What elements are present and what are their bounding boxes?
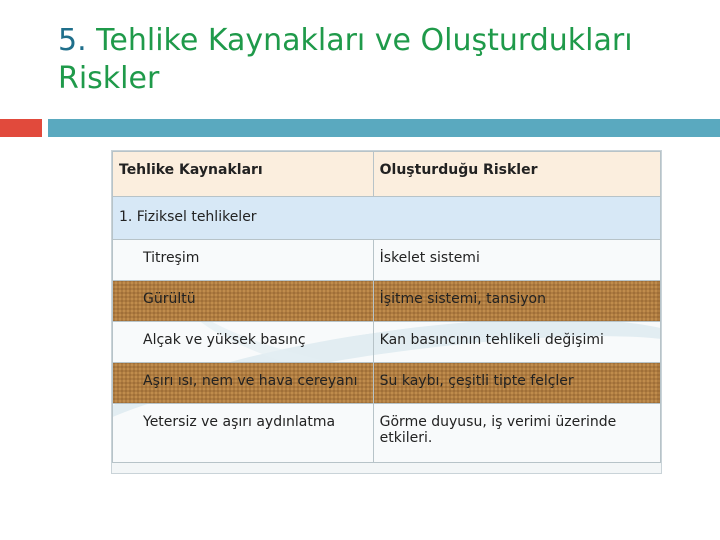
title-number: 5. <box>58 23 87 58</box>
table-row <box>113 240 661 281</box>
source-text: Gürültü <box>143 291 196 307</box>
table-row <box>113 322 661 363</box>
table-row <box>113 281 661 322</box>
source-cell <box>113 322 374 363</box>
accent-bar-red <box>0 119 42 137</box>
hazard-table-image <box>111 150 662 474</box>
header-source: Tehlike Kaynakları <box>119 162 263 178</box>
accent-bar-teal <box>48 119 720 137</box>
risk-text: Görme duyusu, iş verimi üzerinde etkileri. <box>379 414 617 446</box>
header-risk: Oluşturduğu Riskler <box>379 162 538 178</box>
source-cell <box>113 240 374 281</box>
header-cell <box>373 152 660 197</box>
source-cell <box>113 281 374 322</box>
source-text: Titreşim <box>143 250 200 266</box>
risk-cell <box>373 322 660 363</box>
table-header-row <box>113 152 661 197</box>
slide-title <box>58 22 708 98</box>
risk-text: İşitme sistemi, tansiyon <box>379 291 546 307</box>
risk-cell <box>373 281 660 322</box>
risk-text: İskelet sistemi <box>379 250 480 266</box>
risk-cell <box>373 240 660 281</box>
table-row <box>113 363 661 404</box>
source-cell <box>113 363 374 404</box>
hazard-table <box>112 151 661 463</box>
source-text: Alçak ve yüksek basınç <box>143 332 306 348</box>
risk-cell <box>373 363 660 404</box>
risk-text: Kan basıncının tehlikeli değişimi <box>379 332 604 348</box>
source-text: Aşırı ısı, nem ve hava cereyanı <box>143 373 358 389</box>
risk-text: Su kaybı, çeşitli tipte felçler <box>379 373 574 389</box>
title-text: Tehlike Kaynakları ve Oluşturdukları Riskler <box>58 23 633 96</box>
table-row <box>113 404 661 463</box>
header-cell <box>113 152 374 197</box>
section-row <box>113 197 661 240</box>
source-cell <box>113 404 374 463</box>
source-text: Yetersiz ve aşırı aydınlatma <box>143 414 336 430</box>
section-label: 1. Fiziksel tehlikeler <box>119 209 257 225</box>
risk-cell <box>373 404 660 463</box>
section-cell <box>113 197 661 240</box>
